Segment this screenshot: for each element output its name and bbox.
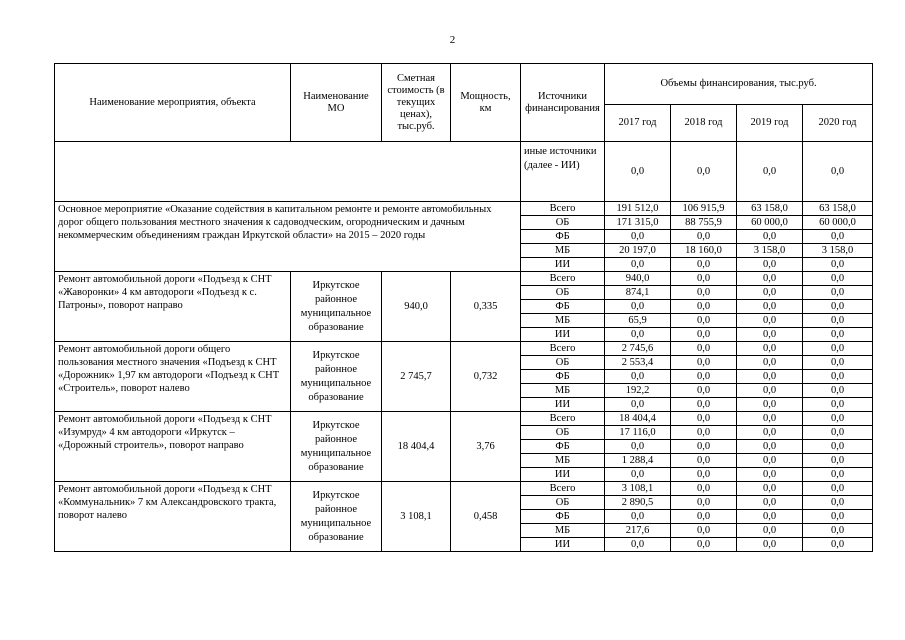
object-name: Ремонт автомобильной дороги «Подъезд к СНТ «Изумруд» 4 км автодороги «Иркутск – «Дорожный строитель», поворот направо [55, 412, 291, 482]
funding-value: 0,0 [737, 370, 803, 384]
funding-value: 0,0 [737, 454, 803, 468]
funding-value: 3 108,1 [605, 482, 671, 496]
funding-source: ОБ [521, 426, 605, 440]
funding-source: МБ [521, 244, 605, 258]
funding-value: 0,0 [737, 524, 803, 538]
funding-value: 171 315,0 [605, 216, 671, 230]
funding-value: 0,0 [605, 510, 671, 524]
funding-value: 0,0 [671, 398, 737, 412]
funding-source: ИИ [521, 258, 605, 272]
funding-value: 0,0 [671, 510, 737, 524]
funding-value: 60 000,0 [803, 216, 873, 230]
funding-value: 0,0 [803, 454, 873, 468]
funding-value: 0,0 [737, 384, 803, 398]
funding-source: Всего [521, 482, 605, 496]
header-year-2018: 2018 год [671, 105, 737, 142]
funding-source: ФБ [521, 440, 605, 454]
funding-value: 2 745,6 [605, 342, 671, 356]
funding-value: 0,0 [803, 482, 873, 496]
funding-value: 0,0 [671, 342, 737, 356]
funding-value: 2 553,4 [605, 356, 671, 370]
funding-source: ФБ [521, 230, 605, 244]
funding-source: ОБ [521, 286, 605, 300]
funding-value: 0,0 [737, 272, 803, 286]
funding-source: ОБ [521, 356, 605, 370]
table-row [55, 482, 873, 496]
funding-source: ИИ [521, 468, 605, 482]
funding-value: 60 000,0 [737, 216, 803, 230]
funding-value: 0,0 [671, 440, 737, 454]
funding-value: 63 158,0 [803, 202, 873, 216]
funding-value: 0,0 [671, 468, 737, 482]
funding-value: 0,0 [803, 496, 873, 510]
carryover-value: 0,0 [605, 142, 671, 202]
funding-value: 0,0 [671, 370, 737, 384]
header-mo: Наименование МО [291, 64, 382, 142]
funding-source: Всего [521, 342, 605, 356]
funding-value: 0,0 [671, 384, 737, 398]
funding-value: 0,0 [803, 510, 873, 524]
header-capacity: Мощность, км [451, 64, 521, 142]
funding-value: 0,0 [671, 314, 737, 328]
funding-value: 0,0 [671, 538, 737, 552]
header-volumes: Объемы финансирования, тыс.руб. [605, 64, 873, 105]
funding-value: 3 158,0 [737, 244, 803, 258]
funding-source: Всего [521, 272, 605, 286]
funding-value: 0,0 [605, 538, 671, 552]
funding-value: 0,0 [605, 468, 671, 482]
funding-value: 0,0 [803, 342, 873, 356]
funding-value: 0,0 [671, 230, 737, 244]
municipality-name: Иркутское районное муниципальное образование [291, 482, 382, 552]
funding-value: 0,0 [803, 384, 873, 398]
capacity-km: 0,335 [451, 272, 521, 342]
funding-value: 0,0 [671, 300, 737, 314]
funding-value: 0,0 [737, 342, 803, 356]
funding-value: 940,0 [605, 272, 671, 286]
funding-value: 0,0 [671, 328, 737, 342]
funding-source: ОБ [521, 496, 605, 510]
funding-value: 63 158,0 [737, 202, 803, 216]
funding-value: 0,0 [671, 412, 737, 426]
measure-name: Основное мероприятие «Оказание содействия в капитальном ремонте и ремонте автомобильных дорог общего пользования местного значения к садоводческим, огородническим и дачным некоммерческим объединениям граждан Иркутской области» на 2015 – 2020 годы [55, 202, 521, 272]
municipality-name: Иркутское районное муниципальное образование [291, 342, 382, 412]
funding-value: 0,0 [737, 300, 803, 314]
funding-value: 0,0 [803, 468, 873, 482]
funding-value: 0,0 [803, 440, 873, 454]
funding-source: ИИ [521, 538, 605, 552]
estimated-cost: 18 404,4 [382, 412, 451, 482]
funding-value: 0,0 [737, 412, 803, 426]
header-name: Наименование мероприятия, объекта [55, 64, 291, 142]
funding-value: 0,0 [737, 496, 803, 510]
carryover-source: иные источники (далее - ИИ) [521, 142, 605, 202]
funding-value: 0,0 [803, 230, 873, 244]
estimated-cost: 3 108,1 [382, 482, 451, 552]
funding-value: 0,0 [737, 328, 803, 342]
funding-value: 0,0 [803, 370, 873, 384]
funding-source: Всего [521, 202, 605, 216]
object-name: Ремонт автомобильной дороги «Подъезд к СНТ «Жаворонки» 4 км автодороги «Подъезд к с. Патроны», поворот направо [55, 272, 291, 342]
carryover-value: 0,0 [671, 142, 737, 202]
estimated-cost: 2 745,7 [382, 342, 451, 412]
funding-value: 0,0 [803, 524, 873, 538]
funding-value: 0,0 [671, 258, 737, 272]
funding-value: 191 512,0 [605, 202, 671, 216]
funding-value: 217,6 [605, 524, 671, 538]
funding-value: 0,0 [605, 300, 671, 314]
carryover-value: 0,0 [737, 142, 803, 202]
funding-value: 0,0 [671, 426, 737, 440]
funding-value: 192,2 [605, 384, 671, 398]
funding-value: 0,0 [671, 272, 737, 286]
funding-value: 0,0 [803, 412, 873, 426]
funding-value: 0,0 [671, 524, 737, 538]
funding-value: 0,0 [737, 482, 803, 496]
funding-value: 0,0 [737, 440, 803, 454]
funding-value: 1 288,4 [605, 454, 671, 468]
funding-source: ФБ [521, 510, 605, 524]
funding-value: 874,1 [605, 286, 671, 300]
funding-source: МБ [521, 384, 605, 398]
funding-value: 0,0 [737, 538, 803, 552]
funding-source: МБ [521, 524, 605, 538]
funding-value: 0,0 [737, 258, 803, 272]
capacity-km: 0,732 [451, 342, 521, 412]
funding-source: Всего [521, 412, 605, 426]
funding-value: 0,0 [803, 314, 873, 328]
funding-value: 0,0 [803, 286, 873, 300]
funding-source: ФБ [521, 370, 605, 384]
funding-value: 0,0 [671, 496, 737, 510]
municipality-name: Иркутское районное муниципальное образование [291, 272, 382, 342]
funding-value: 0,0 [605, 440, 671, 454]
table-row [55, 272, 873, 286]
funding-value: 0,0 [803, 538, 873, 552]
funding-value: 0,0 [671, 482, 737, 496]
funding-source: ОБ [521, 216, 605, 230]
object-name: Ремонт автомобильной дороги «Подъезд к СНТ «Коммунальник» 7 км Александровского тракта, поворот налево [55, 482, 291, 552]
municipality-name: Иркутское районное муниципальное образование [291, 412, 382, 482]
funding-value: 2 890,5 [605, 496, 671, 510]
header-year-2019: 2019 год [737, 105, 803, 142]
header-cost: Сметная стоимость (в текущих ценах), тыс.руб. [382, 64, 451, 142]
funding-value: 0,0 [737, 398, 803, 412]
capacity-km: 3,76 [451, 412, 521, 482]
header-sources: Источники финансирования [521, 64, 605, 142]
funding-value: 0,0 [737, 426, 803, 440]
funding-value: 17 116,0 [605, 426, 671, 440]
header-year-2017: 2017 год [605, 105, 671, 142]
carryover-empty-cell [55, 142, 521, 202]
funding-value: 106 915,9 [671, 202, 737, 216]
funding-value: 0,0 [803, 272, 873, 286]
funding-value: 0,0 [737, 286, 803, 300]
funding-source: ИИ [521, 328, 605, 342]
funding-value: 0,0 [605, 398, 671, 412]
funding-value: 0,0 [671, 454, 737, 468]
table-row [55, 342, 873, 356]
funding-value: 0,0 [671, 286, 737, 300]
funding-value: 88 755,9 [671, 216, 737, 230]
object-name: Ремонт автомобильной дороги общего пользования местного значения «Подъезд к СНТ «Дорожник» 1,97 км автодороги «Подъезд к СНТ «Строитель», поворот налево [55, 342, 291, 412]
funding-value: 65,9 [605, 314, 671, 328]
capacity-km: 0,458 [451, 482, 521, 552]
table-row [55, 412, 873, 426]
funding-value: 20 197,0 [605, 244, 671, 258]
funding-value: 0,0 [803, 328, 873, 342]
funding-value: 18 160,0 [671, 244, 737, 258]
funding-value: 0,0 [737, 314, 803, 328]
funding-value: 0,0 [803, 398, 873, 412]
funding-value: 0,0 [605, 230, 671, 244]
carryover-value: 0,0 [803, 142, 873, 202]
funding-value: 0,0 [605, 370, 671, 384]
funding-value: 0,0 [803, 300, 873, 314]
page-number: 2 [449, 34, 456, 46]
funding-value: 0,0 [737, 468, 803, 482]
funding-source: МБ [521, 454, 605, 468]
carryover-row [55, 142, 873, 202]
funding-source: МБ [521, 314, 605, 328]
header-row [55, 64, 873, 105]
header-year-2020: 2020 год [803, 105, 873, 142]
funding-value: 0,0 [737, 356, 803, 370]
table-row [55, 202, 873, 216]
funding-source: ИИ [521, 398, 605, 412]
funding-value: 0,0 [671, 356, 737, 370]
funding-value: 3 158,0 [803, 244, 873, 258]
funding-value: 18 404,4 [605, 412, 671, 426]
financing-table [54, 63, 873, 552]
funding-value: 0,0 [605, 258, 671, 272]
estimated-cost: 940,0 [382, 272, 451, 342]
funding-value: 0,0 [737, 510, 803, 524]
funding-value: 0,0 [803, 426, 873, 440]
funding-value: 0,0 [803, 356, 873, 370]
funding-value: 0,0 [605, 328, 671, 342]
funding-source: ФБ [521, 300, 605, 314]
funding-value: 0,0 [803, 258, 873, 272]
funding-value: 0,0 [737, 230, 803, 244]
